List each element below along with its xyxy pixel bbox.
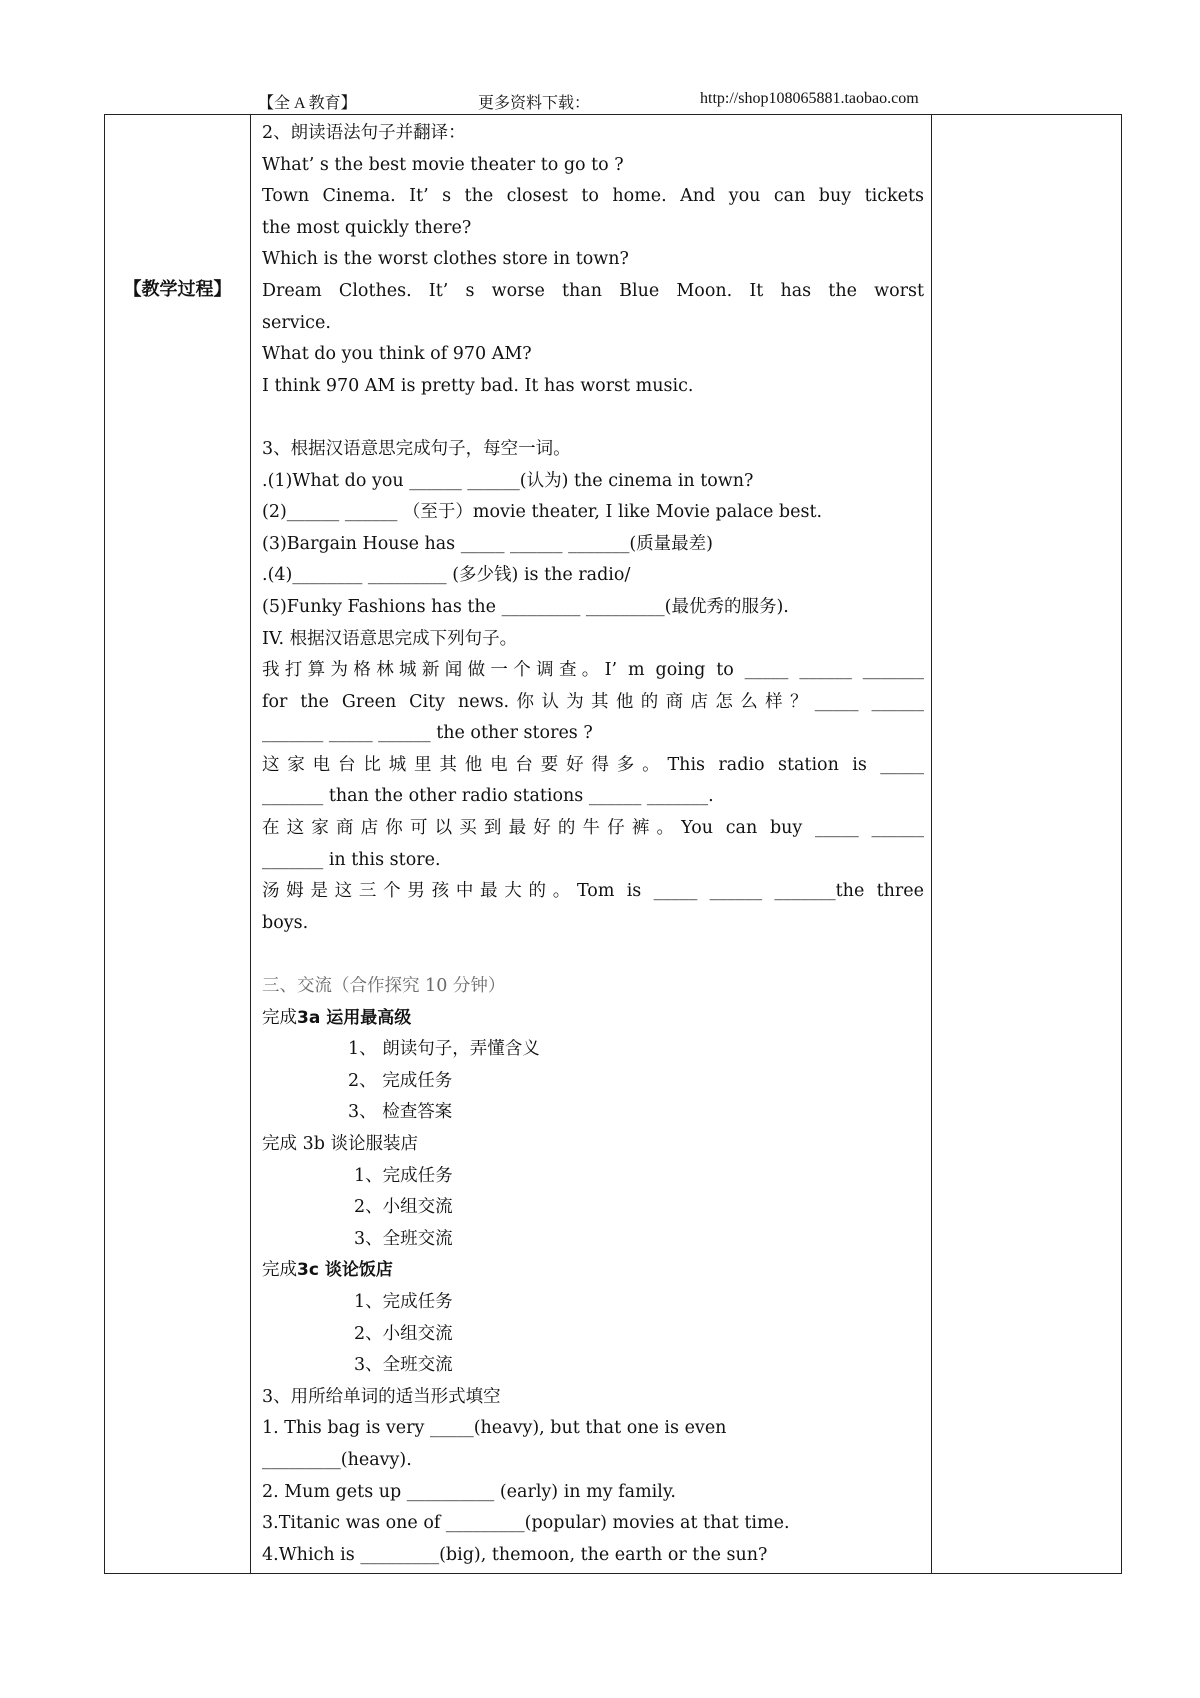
- content-line: What do you think of 970 AM?: [262, 344, 532, 365]
- content-line: What’ s the best movie theater to go to ?: [262, 154, 624, 175]
- blank-line: [262, 402, 924, 434]
- column-divider: [931, 115, 932, 1573]
- header-url[interactable]: http://shop108065881.taobao.com: [700, 90, 919, 107]
- content-line: Town Cinema. It’ s the closest to home. And you can buy tickets: [262, 186, 924, 207]
- content-line: 这家电台比城里其他电台要好得多。This radio station is _____: [262, 754, 924, 775]
- complete-prefix: 完成: [262, 1007, 297, 1028]
- content-line: Which is the worst clothes store in town?: [262, 249, 629, 270]
- content-line: Dream Clothes. It’ s worse than Blue Moon. It has the worst: [262, 280, 924, 301]
- content-line: [262, 1003, 924, 1035]
- content-line: 4.Which is _________(big), themoon, the earth or the sun?: [262, 1544, 768, 1565]
- content-line: _______ than the other radio stations ______ _______.: [262, 786, 714, 807]
- content-line: 1. This bag is very _____(heavy), but that one is even: [262, 1418, 727, 1439]
- complete-prefix: 完成: [262, 1260, 297, 1281]
- page-header: [0, 88, 1200, 114]
- content-line: 2、朗读语法句子并翻译：: [262, 123, 466, 143]
- content-line: (3)Bargain House has _____ ______ _______(质量最差): [262, 533, 714, 554]
- content-line: 我打算为格林城新闻做一个调查。I’ m going to _____ ______ _______: [262, 660, 924, 681]
- content-line: 2、 完成任务: [348, 1070, 453, 1091]
- content-line: (5)Funky Fashions has the _________ _________(最优秀的服务).: [262, 596, 789, 617]
- section-heading: 三、交流（合作探究 10 分钟）: [262, 976, 506, 997]
- content-line: .(4)________ _________ (多少钱) is the radio/: [262, 565, 631, 586]
- content-line: [262, 1255, 924, 1287]
- content-line: _______ in this store.: [262, 849, 441, 870]
- content-line: 3、用所给单词的适当形式填空: [262, 1386, 501, 1407]
- content-line: 3.Titanic was one of _________(popular) movies at that time.: [262, 1513, 790, 1534]
- content-line: 2、小组交流: [354, 1197, 453, 1218]
- bold-title-3a: 3a 运用最高级: [297, 1007, 412, 1028]
- content-line: 3、全班交流: [354, 1228, 453, 1249]
- content-line: 2、小组交流: [354, 1323, 453, 1344]
- content-line: 完成 3b 谈论服装店: [262, 1134, 418, 1154]
- content-line: the most quickly there?: [262, 217, 472, 238]
- content-line: (2)______ ______ （至于）movie theater, I like Movie palace best.: [262, 502, 823, 523]
- content-line: 3、 检查答案: [348, 1102, 453, 1123]
- content-line: IV. 根据汉语意思完成下列句子。: [262, 628, 518, 649]
- content-line: .(1)What do you ______ ______(认为) the cinema in town?: [262, 470, 754, 491]
- content-line: 3、全班交流: [354, 1355, 453, 1376]
- column-divider: [250, 115, 251, 1573]
- section-label: 【教学过程】: [123, 279, 232, 300]
- content-line: _______ _____ ______ the other stores ?: [262, 723, 593, 744]
- content-line: 1、 朗读句子，弄懂含义: [348, 1039, 540, 1060]
- content-line: boys.: [262, 912, 309, 933]
- lesson-content: [262, 118, 924, 1571]
- header-brand: 【全 A 教育】: [258, 95, 357, 112]
- content-line: 1、完成任务: [354, 1291, 453, 1312]
- content-line: 汤姆是这三个男孩中最大的。Tom is _____ ______ _______the three: [262, 881, 924, 902]
- bold-title-3c: 3c 谈论饭店: [297, 1260, 393, 1281]
- content-line: 3、根据汉语意思完成句子，每空一词。: [262, 438, 571, 459]
- content-line: 1、完成任务: [354, 1165, 453, 1186]
- header-download-label: 更多资料下载：: [478, 95, 591, 112]
- content-line: 在这家商店你可以买到最好的牛仔裤。You can buy _____ ______: [262, 818, 924, 839]
- content-line: 2. Mum gets up __________ (early) in my family.: [262, 1481, 676, 1502]
- content-line: for the Green City news.你认为其他的商店怎么样？_____ ______: [262, 691, 924, 712]
- content-line: I think 970 AM is pretty bad. It has worst music.: [262, 375, 694, 396]
- content-line: _________(heavy).: [262, 1449, 412, 1470]
- blank-line: [262, 939, 924, 971]
- content-line: service.: [262, 312, 331, 333]
